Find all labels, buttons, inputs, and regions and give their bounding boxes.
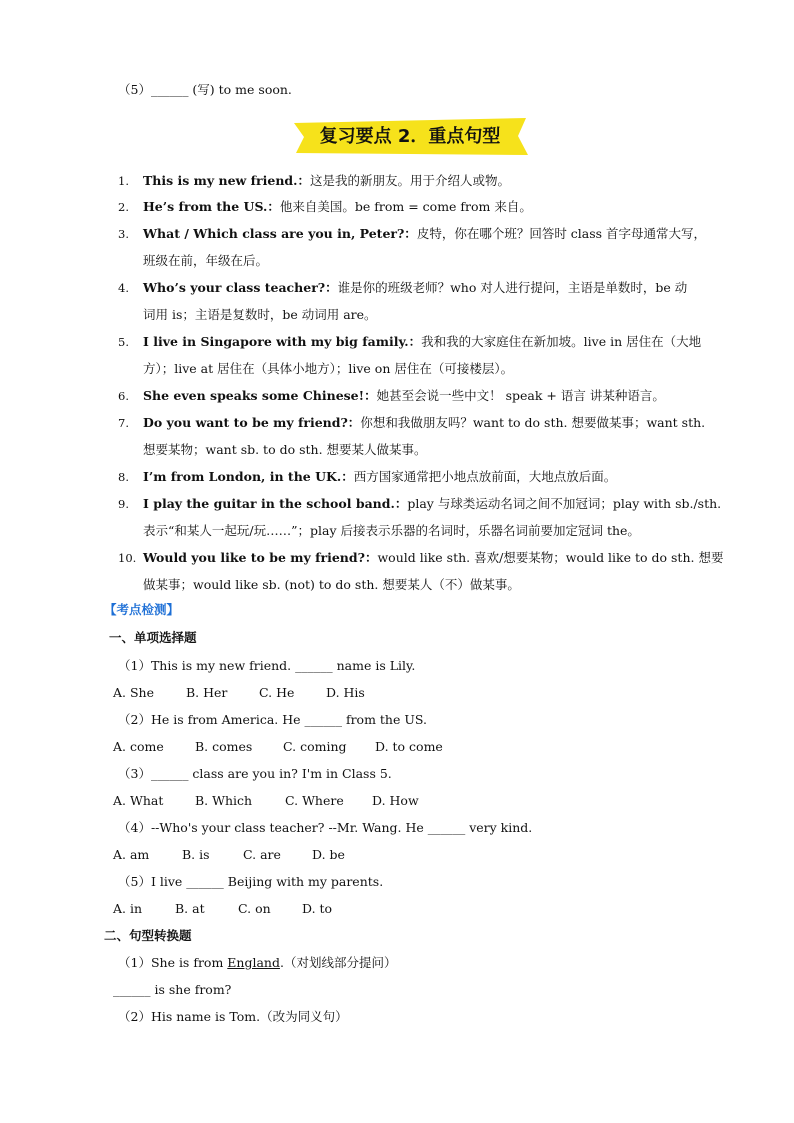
question-stem: （2）He is from America. He ______ from the US.	[118, 712, 427, 727]
sentence-explanation: 他来自美国。be from = come from 来自。	[279, 199, 532, 214]
sentence-explanation: would like sth. 喜欢/想要某物；would like to do sth. 想要	[377, 550, 724, 565]
sentence-line	[143, 199, 532, 215]
sentence-explanation: play 与球类运动名词之间不加冠词；play with sb./sth.	[407, 496, 722, 511]
sentence-english: What / Which class are you in, Peter?：	[143, 226, 417, 241]
sentence-line	[143, 415, 705, 431]
answer-option: B. comes	[195, 739, 253, 754]
answer-option: C. Where	[285, 793, 344, 808]
question-stem: （1）This is my new friend. ______ name is Lily.	[118, 658, 416, 673]
sentence-explanation: 我和我的大家庭住在新加坡。live in 居住在（大地	[421, 334, 702, 349]
sentence-line	[143, 173, 510, 189]
sentence-line	[143, 550, 723, 566]
sentence-line	[143, 226, 706, 242]
sentence-number: 8.	[118, 470, 129, 484]
sentence-line	[143, 388, 665, 404]
answer-option: A. in	[113, 901, 143, 916]
sentence-explanation: 你想和我做朋友吗？want to do sth. 想要做某事；want sth.	[360, 415, 706, 430]
sentence-number: 3.	[118, 227, 129, 241]
sentence-line	[143, 496, 721, 512]
answer-option: B. Her	[186, 685, 228, 700]
sentence-number: 6.	[118, 389, 129, 403]
section2-title: 二、句型转换题	[104, 928, 192, 943]
sentence-number: 4.	[118, 281, 129, 295]
sentence-line	[143, 334, 701, 350]
answer-option: D. How	[372, 793, 419, 808]
answer-option: D. His	[326, 685, 365, 700]
sentence-english: Who’s your class teacher?：	[143, 280, 338, 295]
section1-title: 一、单项选择题	[109, 630, 197, 645]
answer-option: B. Which	[195, 793, 253, 808]
sentence-number: 7.	[118, 416, 129, 430]
sentence-explanation: 这是我的新朋友。用于介绍人或物。	[310, 173, 511, 188]
answer-option: C. on	[238, 901, 271, 916]
sentence-english: I play the guitar in the school band.：	[143, 496, 408, 511]
answer-option: B. is	[182, 847, 210, 862]
sentence-explanation: 她甚至会说一些中文！ speak + 语言 讲某种语言。	[376, 388, 665, 403]
check-title: 【考点检测】	[104, 602, 180, 617]
sentence-number: 1.	[118, 174, 129, 188]
question-stem: （3）______ class are you in? I'm in Class 5.	[118, 766, 392, 781]
sentence-continuation: 想要某物；want sb. to do sth. 想要某人做某事。	[143, 442, 427, 457]
answer-option: C. He	[259, 685, 295, 700]
top-fill-line: （5）______ (写) to me soon.	[118, 82, 292, 97]
answer-option: D. to come	[375, 739, 443, 754]
sentence-english: He’s from the US.：	[143, 199, 280, 214]
transform-q1-suffix: .（对划线部分提问）	[279, 955, 397, 970]
sentence-number: 10.	[118, 551, 137, 565]
sentence-continuation: 表示“和某人一起玩/玩……”；play 后接表示乐器的名词时，乐器名词前要加定冠词 the。	[143, 523, 640, 538]
sentence-continuation: 方）；live at 居住在（具体小地方）；live on 居住在（可接楼层）。	[143, 361, 514, 376]
sentence-english: She even speaks some Chinese!：	[143, 388, 377, 403]
transform-q1	[118, 955, 396, 971]
sentence-line	[143, 280, 687, 296]
sentence-english: Would you like to be my friend?：	[143, 550, 378, 565]
answer-option: C. coming	[283, 739, 347, 754]
sentence-continuation: 词用 is；主语是复数时，be 动词用 are。	[143, 307, 377, 322]
answer-option: A. am	[113, 847, 150, 862]
transform-q2: （2）His name is Tom.（改为同义句）	[118, 1009, 348, 1024]
question-stem: （5）I live ______ Beijing with my parents.	[118, 874, 384, 889]
answer-option: C. are	[243, 847, 281, 862]
transform-q1-answer: ______ is she from?	[113, 982, 232, 997]
banner-title: 复习要点 2．重点句型	[319, 126, 501, 147]
sentence-english: Do you want to be my friend?：	[143, 415, 361, 430]
answer-option: B. at	[175, 901, 205, 916]
answer-option: A. She	[113, 685, 154, 700]
sentence-number: 2.	[118, 200, 129, 214]
sentence-explanation: 谁是你的班级老师？who 对人进行提问，主语是单数时，be 动	[337, 280, 688, 295]
section-banner	[290, 117, 530, 157]
transform-q1-prefix: （1）She is from	[118, 955, 228, 970]
sentence-explanation: 西方国家通常把小地点放前面，大地点放后面。	[353, 469, 617, 484]
sentence-number: 9.	[118, 497, 129, 511]
question-stem: （4）--Who's your class teacher? --Mr. Wang. He ______ very kind.	[118, 820, 533, 835]
answer-option: A. come	[113, 739, 164, 754]
sentence-continuation: 做某事；would like sb. (not) to do sth. 想要某人（不）做某事。	[143, 577, 520, 592]
answer-option: A. What	[113, 793, 164, 808]
sentence-english: This is my new friend.：	[143, 173, 311, 188]
sentence-explanation: 皮特，你在哪个班？回答时 class 首字母通常大写，	[416, 226, 707, 241]
sentence-line	[143, 469, 616, 485]
answer-option: D. be	[312, 847, 345, 862]
sentence-english: I’m from London, in the UK.：	[143, 469, 354, 484]
transform-q1-underlined: England	[227, 955, 280, 970]
sentence-continuation: 班级在前，年级在后。	[143, 253, 269, 268]
sentence-english: I live in Singapore with my big family.：	[143, 334, 422, 349]
answer-option: D. to	[302, 901, 333, 916]
sentence-number: 5.	[118, 335, 129, 349]
